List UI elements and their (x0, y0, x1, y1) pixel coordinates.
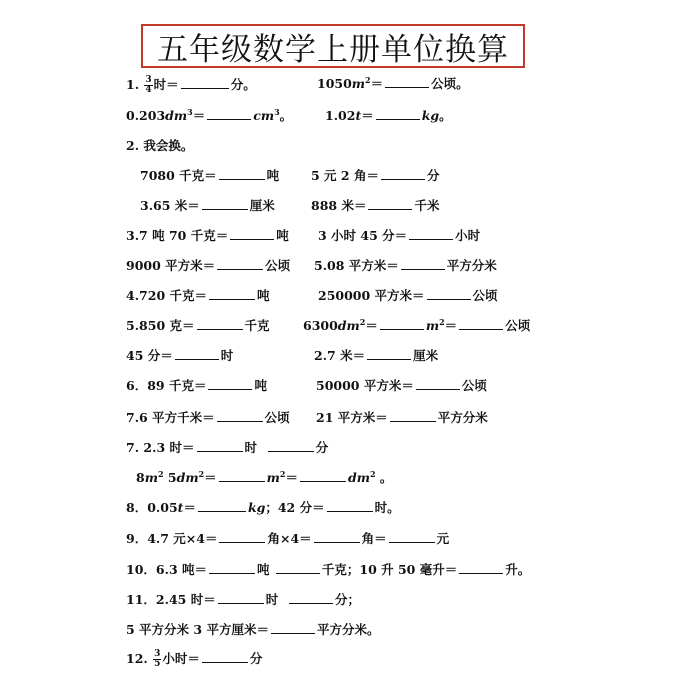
text: 吨 (276, 228, 289, 243)
q9 (126, 531, 449, 547)
text: ＝ (204, 470, 217, 485)
answer-blank[interactable] (459, 562, 503, 574)
text: 角×4＝ (267, 531, 312, 546)
text: 1050 (317, 76, 352, 91)
r9-right (316, 410, 488, 426)
text: 平方分米。 (316, 622, 380, 637)
text: ＝ (183, 500, 196, 515)
text: 8．0.05 (126, 500, 178, 515)
text: 5.08 平方米＝ (314, 258, 399, 273)
fraction-3-5 (153, 650, 161, 669)
answer-blank[interactable] (327, 500, 373, 512)
exponent: 2 (279, 468, 286, 479)
answer-blank[interactable] (271, 622, 315, 634)
unit: t (177, 500, 184, 515)
r7-left (126, 348, 233, 364)
text: 250000 平方米＝ (318, 288, 425, 303)
text: 公顷 (264, 410, 290, 425)
text: 2.7 米＝ (314, 348, 366, 363)
text: 厘米 (413, 348, 439, 363)
unit: dm (176, 470, 199, 485)
answer-blank[interactable] (219, 168, 265, 180)
text: 分。 (230, 77, 256, 92)
answer-blank[interactable] (268, 440, 314, 452)
unit: dm (347, 470, 370, 485)
answer-blank[interactable] (276, 562, 320, 574)
text: 时＝ (153, 77, 179, 92)
answer-blank[interactable] (207, 108, 251, 120)
text: 3.7 吨 70 千克＝ (126, 228, 229, 243)
text: 7. 2.3 时＝ (126, 440, 195, 455)
answer-blank[interactable] (181, 77, 229, 89)
answer-blank[interactable] (459, 318, 503, 330)
text: 。 (279, 108, 293, 123)
exponent: 2 (365, 74, 371, 85)
q1b-right (325, 108, 452, 124)
text: 9000 平方米＝ (126, 258, 216, 273)
q7b (136, 470, 392, 486)
text: 平方分米 (446, 258, 497, 273)
exponent: 3 (274, 106, 280, 117)
q1-right (317, 76, 469, 92)
text: 分 (249, 651, 263, 666)
exponent: 2 (157, 468, 164, 479)
exponent: 2 (369, 468, 376, 479)
unit: kg (421, 108, 440, 123)
r6-left (126, 318, 270, 334)
r9-left (126, 410, 290, 426)
unit: m (351, 76, 366, 91)
text: 吨 (257, 562, 270, 577)
r1-left (140, 168, 279, 184)
exponent: 2 (359, 316, 366, 327)
text: 公顷 (265, 258, 291, 273)
text: ＝ (285, 470, 298, 485)
answer-blank[interactable] (202, 198, 248, 210)
text: ＝ (444, 318, 458, 333)
text: 11．2.45 时＝ (126, 592, 216, 607)
text: 千克 (244, 318, 270, 333)
answer-blank[interactable] (202, 651, 248, 663)
text: ＝ (361, 108, 374, 123)
text: 时 (244, 440, 258, 455)
text: 分； (334, 592, 360, 607)
r5-left (126, 288, 270, 304)
text: 平方分米 (437, 410, 488, 425)
r8-left (126, 378, 267, 394)
q1-left (126, 76, 256, 95)
unit: t (355, 108, 362, 123)
unit: kg (247, 500, 266, 515)
unit: m (144, 470, 158, 485)
unit: dm (337, 318, 360, 333)
q7 (126, 440, 328, 456)
answer-blank[interactable] (416, 378, 460, 390)
text: 50000 平方米＝ (316, 378, 414, 393)
text: 时。 (374, 500, 400, 515)
answer-blank[interactable] (389, 531, 435, 543)
q1-num: 1. (126, 77, 144, 92)
unit: dm (165, 108, 188, 123)
answer-blank[interactable] (300, 470, 346, 482)
answer-blank[interactable] (217, 410, 263, 422)
fraction-denominator: 4 (145, 85, 152, 95)
answer-blank[interactable] (197, 440, 243, 452)
title-box (141, 24, 525, 68)
q11 (126, 592, 360, 608)
answer-blank[interactable] (217, 258, 263, 270)
text: 千克；10 升 50 毫升＝ (321, 562, 458, 577)
answer-blank[interactable] (367, 348, 411, 360)
exponent: 2 (439, 316, 445, 327)
answer-blank[interactable] (427, 288, 471, 300)
text: 9．4.7 元×4＝ (126, 531, 218, 546)
text: 公顷。 (431, 76, 469, 91)
text: 分 (426, 168, 440, 183)
r8-right (316, 378, 487, 394)
answer-blank[interactable] (314, 531, 360, 543)
text: 吨 (254, 378, 267, 393)
text: 千米 (414, 198, 440, 213)
r5-right (318, 288, 498, 304)
text: 元 (436, 531, 450, 546)
text: 公顷 (505, 318, 531, 333)
r2-right (311, 198, 439, 214)
r2-left (140, 198, 275, 214)
text: 公顷 (461, 378, 487, 393)
exponent: 3 (187, 106, 193, 117)
q11b (126, 622, 379, 638)
text: 3 小时 45 分＝ (318, 228, 408, 243)
text: 小时＝ (162, 651, 200, 666)
text: 吨 (266, 168, 280, 183)
text: 吨 (257, 288, 270, 303)
text: 45 分＝ (126, 348, 173, 363)
r3-right (318, 228, 480, 244)
answer-blank[interactable] (219, 470, 265, 482)
text: 4.720 千克＝ (126, 288, 207, 303)
text: 5 平方分米 3 平方厘米＝ (126, 622, 269, 637)
text: 升。 (505, 562, 531, 577)
q8 (126, 500, 400, 516)
text: 。 (439, 108, 452, 123)
r4-left (126, 258, 290, 274)
fraction-numerator: 3 (145, 75, 152, 85)
text: 7.6 平方千米＝ (126, 410, 215, 425)
text: ＝ (365, 318, 378, 333)
text: 6300 (303, 318, 338, 333)
text: ＝ (192, 108, 206, 123)
text: ＝ (370, 76, 384, 91)
text: 5 元 2 角＝ (311, 168, 379, 183)
answer-blank[interactable] (208, 378, 252, 390)
unit: cm (253, 108, 275, 123)
r6-right (303, 318, 530, 334)
answer-blank[interactable] (197, 318, 243, 330)
unit: m (266, 470, 280, 485)
q10 (126, 562, 530, 578)
answer-blank[interactable] (401, 258, 445, 270)
text: 21 平方米＝ (316, 410, 388, 425)
text: 时 (265, 592, 279, 607)
fraction-3-4 (144, 76, 152, 95)
answer-blank[interactable] (175, 348, 219, 360)
text: 3.65 米＝ (140, 198, 200, 213)
answer-blank[interactable] (409, 228, 453, 240)
text: 12. (126, 651, 153, 666)
answer-blank[interactable] (390, 410, 436, 422)
answer-blank[interactable] (230, 228, 274, 240)
text: 时 (220, 348, 234, 363)
text: 888 米＝ (311, 198, 367, 213)
r3-left (126, 228, 289, 244)
fraction-denominator: 5 (154, 659, 161, 669)
text: 分 (315, 440, 329, 455)
answer-blank[interactable] (368, 198, 412, 210)
text: 0.203 (126, 108, 166, 123)
unit: m (425, 318, 440, 333)
q1b-left (126, 108, 292, 124)
answer-blank[interactable] (380, 318, 424, 330)
answer-blank[interactable] (289, 592, 333, 604)
text: ；42 分＝ (265, 500, 325, 515)
q12 (126, 650, 262, 669)
text: 角＝ (361, 531, 387, 546)
answer-blank[interactable] (381, 168, 425, 180)
answer-blank[interactable] (385, 76, 429, 88)
text: 5 (163, 470, 177, 485)
text: 6．89 千克＝ (126, 378, 207, 393)
text: 8 (136, 470, 145, 485)
text: 公顷 (472, 288, 498, 303)
q2-heading: 2. 我会换。 (126, 138, 194, 153)
answer-blank[interactable] (198, 500, 246, 512)
text: 7080 千克＝ (140, 168, 217, 183)
answer-blank[interactable] (218, 592, 264, 604)
text: 小时 (455, 228, 481, 243)
exponent: 2 (198, 468, 205, 479)
r1-right (311, 168, 439, 184)
r4-right (314, 258, 497, 274)
text: 厘米 (249, 198, 275, 213)
text: 10．6.3 吨＝ (126, 562, 207, 577)
text: 。 (375, 470, 393, 485)
text: 1.02 (325, 108, 356, 123)
text: 5.850 克＝ (126, 318, 195, 333)
answer-blank[interactable] (209, 562, 255, 574)
answer-blank[interactable] (209, 288, 255, 300)
answer-blank[interactable] (376, 108, 420, 120)
answer-blank[interactable] (219, 531, 265, 543)
fraction-numerator: 3 (154, 649, 161, 659)
worksheet-title: 五年级数学上册单位换算 (157, 31, 509, 68)
r7-right (314, 348, 438, 364)
